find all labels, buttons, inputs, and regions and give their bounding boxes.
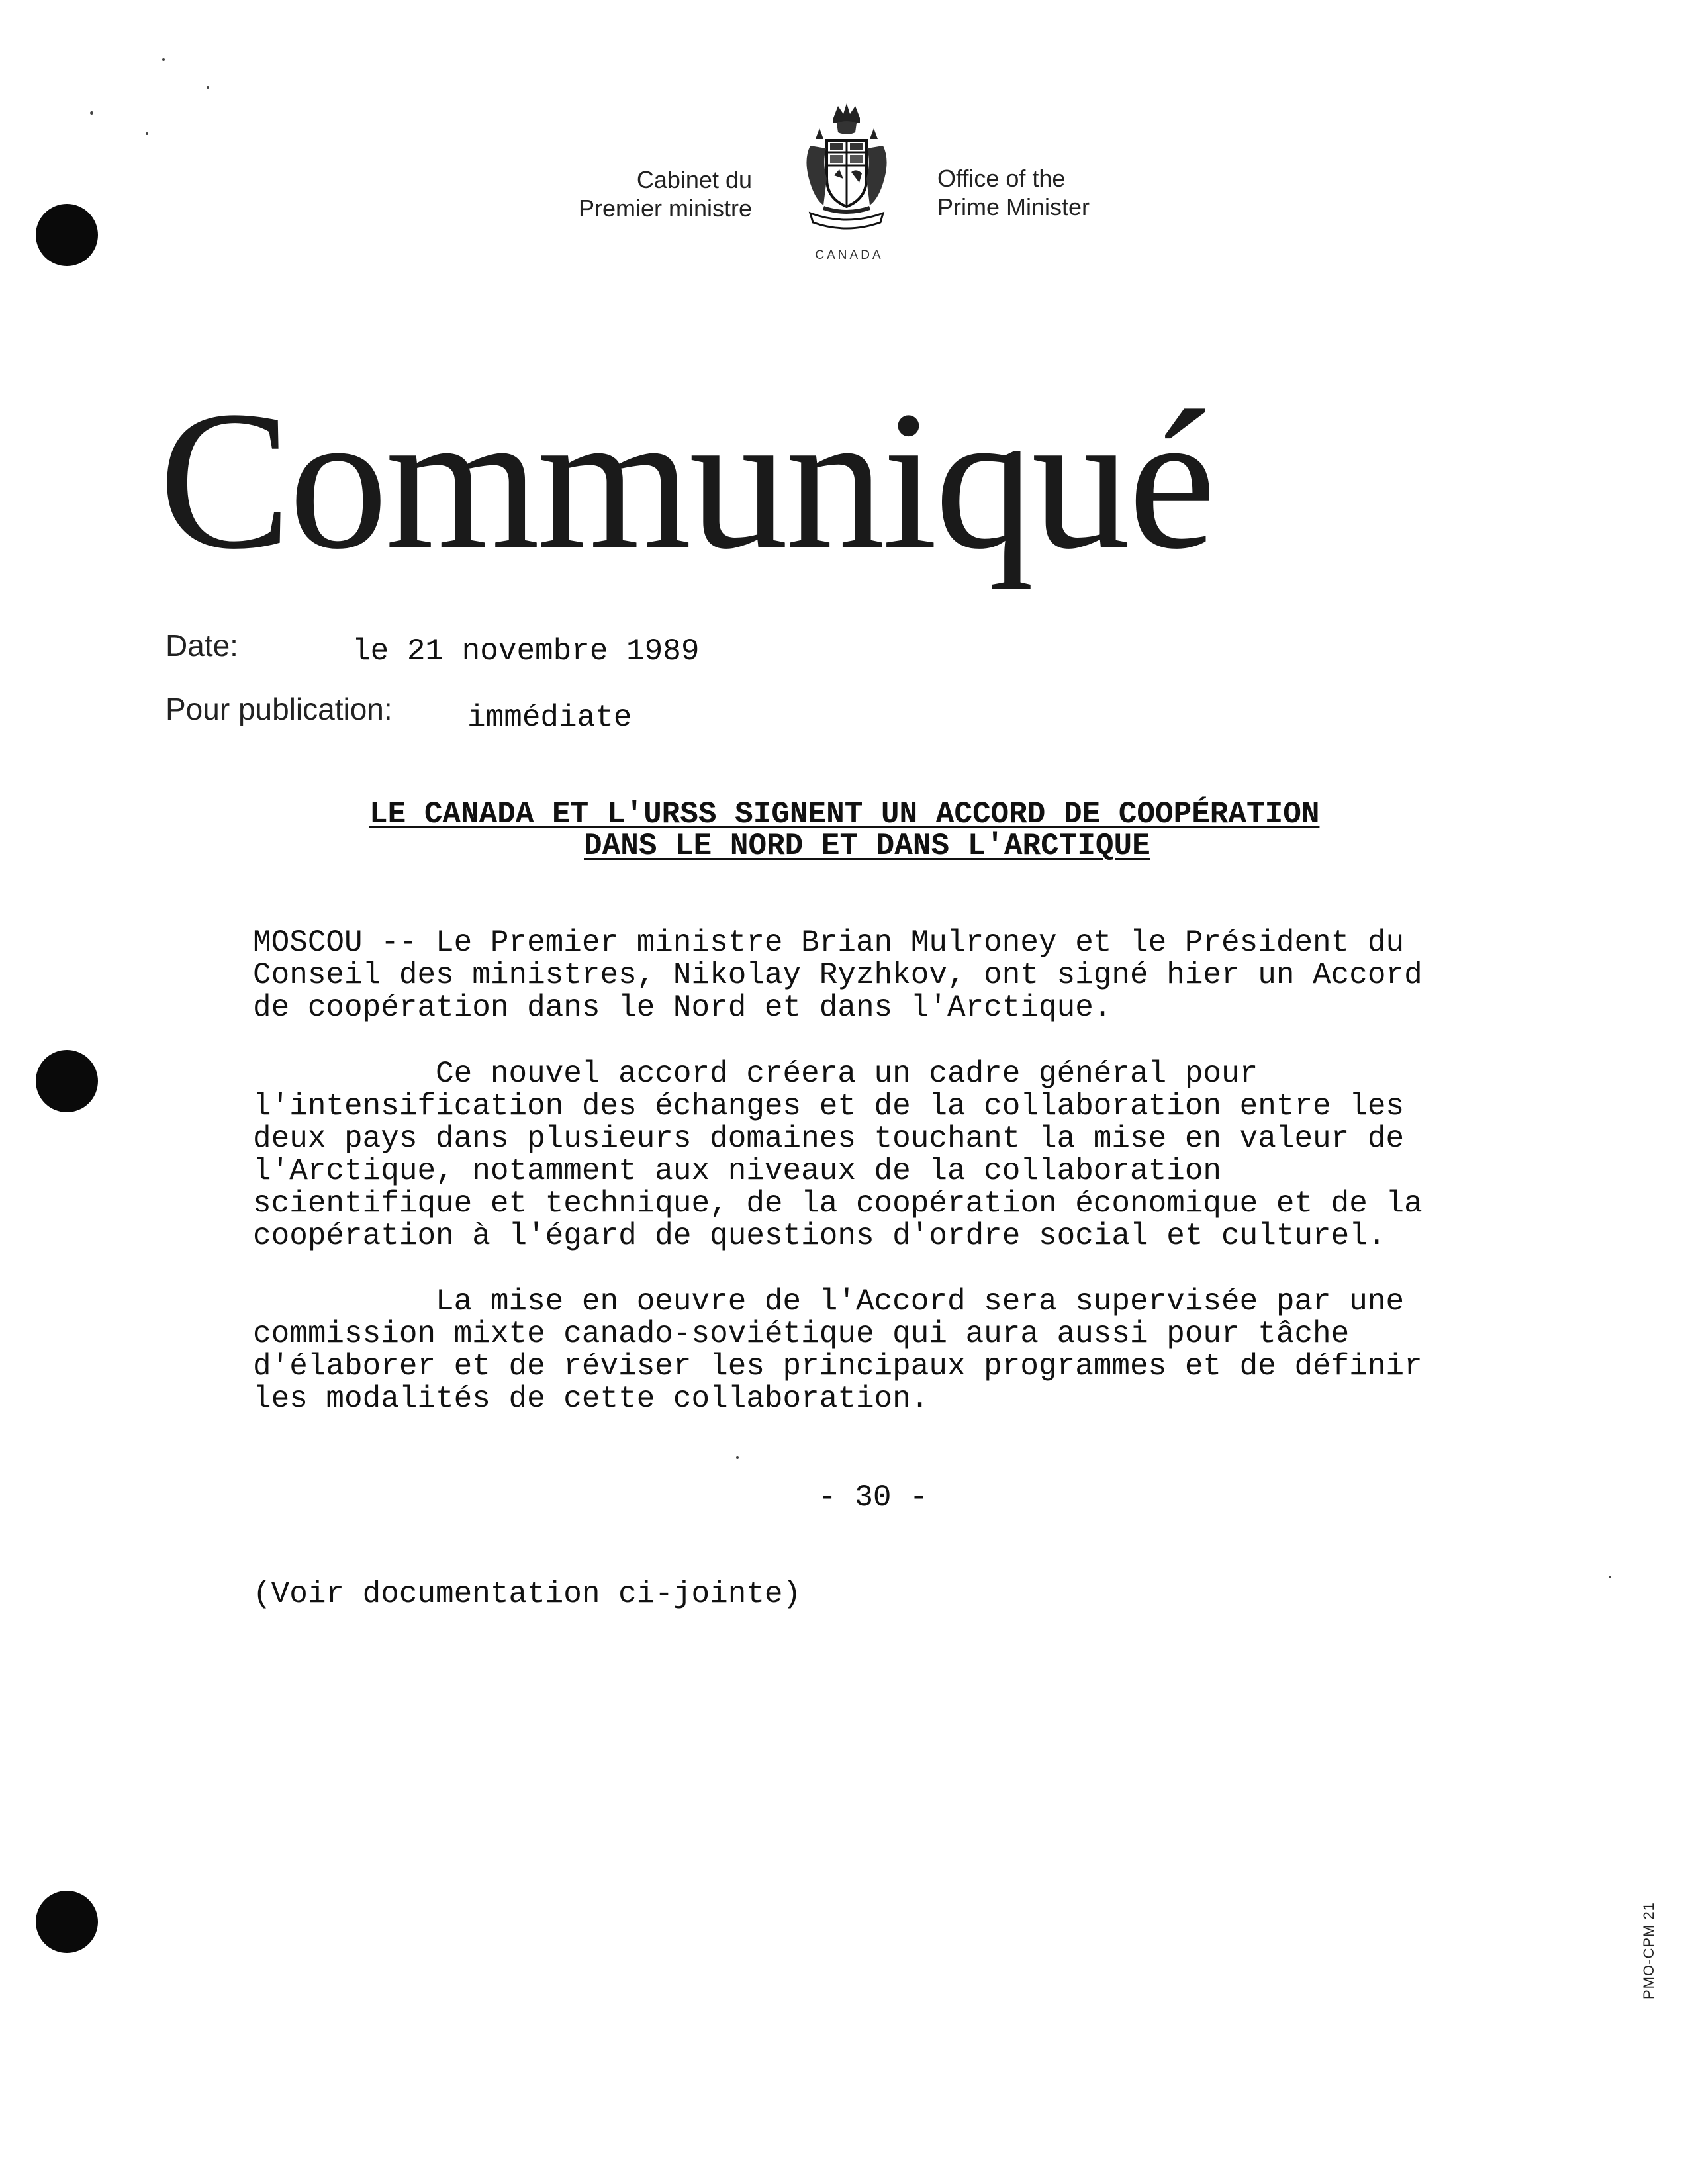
body-paragraph-1	[253, 927, 1423, 1024]
office-name-french	[421, 166, 752, 222]
body-paragraph-3	[253, 1286, 1423, 1415]
punch-hole-middle	[36, 1050, 98, 1112]
office-name-english-line1: Office of the	[937, 165, 1066, 192]
attachment-note: (Voir documentation ci-jointe)	[253, 1577, 802, 1611]
masthead-title: Communiqué	[159, 370, 1214, 590]
scan-speck	[1609, 1576, 1611, 1578]
body-line: scientifique et technique, de la coopération économique et de la	[253, 1186, 1423, 1221]
body-line: de coopération dans le Nord et dans l'Arctique.	[253, 990, 1112, 1025]
punch-hole-top	[36, 204, 98, 266]
scan-speck	[162, 58, 165, 61]
publication-label: Pour publication:	[165, 692, 393, 726]
end-mark: - 30 -	[818, 1480, 928, 1515]
date-label: Date:	[165, 628, 238, 663]
body-line: deux pays dans plusieurs domaines touchant la mise en valeur de	[253, 1121, 1405, 1156]
crest-label: CANADA	[815, 248, 884, 262]
date-value: le 21 novembre 1989	[352, 634, 700, 669]
coat-of-arms-icon	[797, 99, 896, 238]
scan-speck	[90, 111, 93, 115]
publication-value: immédiate	[467, 700, 632, 735]
scan-speck	[146, 132, 148, 135]
office-name-english-line2: Prime Minister	[937, 193, 1090, 220]
punch-hole-bottom	[36, 1891, 98, 1953]
body-line: Conseil des ministres, Nikolay Ryzhkov, ont signé hier un Accord	[253, 958, 1423, 992]
form-code: PMO-CPM 21	[1640, 1902, 1657, 1999]
office-name-english	[937, 164, 1268, 221]
body-line: MOSCOU -- Le Premier ministre Brian Mulroney et le Président du	[253, 926, 1405, 960]
scan-speck	[736, 1456, 739, 1459]
body-line: d'élaborer et de réviser les principaux programmes et de définir	[253, 1349, 1423, 1384]
body-line: l'Arctique, notamment aux niveaux de la collaboration	[253, 1154, 1222, 1188]
body-line: l'intensification des échanges et de la collaboration entre les	[253, 1089, 1405, 1123]
body-line: les modalités de cette collaboration.	[253, 1382, 929, 1416]
body-line: coopération à l'égard de questions d'ordre social et culturel.	[253, 1219, 1386, 1253]
press-release-title-line1: LE CANADA ET L'URSS SIGNENT UN ACCORD DE COOPÉRATION	[369, 797, 1320, 831]
body-line: La mise en oeuvre de l'Accord sera supervisée par une	[253, 1284, 1405, 1319]
scan-speck	[207, 86, 209, 89]
press-release-title-line2: DANS LE NORD ET DANS L'ARCTIQUE	[584, 829, 1150, 863]
office-name-french-line2: Premier ministre	[578, 195, 752, 222]
office-name-french-line1: Cabinet du	[636, 166, 752, 193]
body-line: Ce nouvel accord créera un cadre général pour	[253, 1057, 1258, 1091]
body-line: commission mixte canado-soviétique qui aura aussi pour tâche	[253, 1317, 1350, 1351]
body-paragraph-2	[253, 1058, 1423, 1253]
